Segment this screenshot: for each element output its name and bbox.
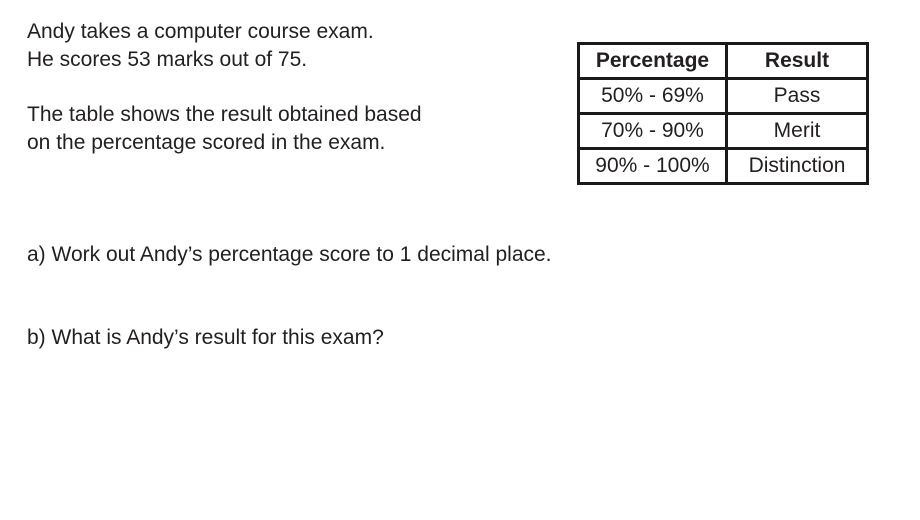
intro-line-1: Andy takes a computer course exam. [27, 20, 374, 43]
problem-intro [27, 18, 374, 74]
table-header-row [579, 44, 868, 79]
cell-result: Merit [727, 114, 868, 149]
header-result: Result [727, 44, 868, 79]
grade-table-header [579, 44, 868, 79]
table-row [579, 114, 868, 149]
table-row [579, 79, 868, 114]
question-b: b) What is Andy’s result for this exam? [27, 326, 384, 349]
header-percentage: Percentage [579, 44, 727, 79]
question-a: a) Work out Andy’s percentage score to 1 decimal place. [27, 243, 552, 266]
cell-percentage-range: 70% - 90% [579, 114, 727, 149]
grade-table [577, 42, 869, 185]
cell-result: Pass [727, 79, 868, 114]
table-desc-line-2: on the percentage scored in the exam. [27, 131, 386, 154]
grade-table-body [579, 79, 868, 184]
intro-line-2: He scores 53 marks out of 75. [27, 48, 308, 71]
cell-result: Distinction [727, 149, 868, 184]
cell-percentage-range: 50% - 69% [579, 79, 727, 114]
cell-percentage-range: 90% - 100% [579, 149, 727, 184]
table-desc-line-1: The table shows the result obtained based [27, 103, 422, 126]
table-description [27, 101, 422, 157]
table-row [579, 149, 868, 184]
